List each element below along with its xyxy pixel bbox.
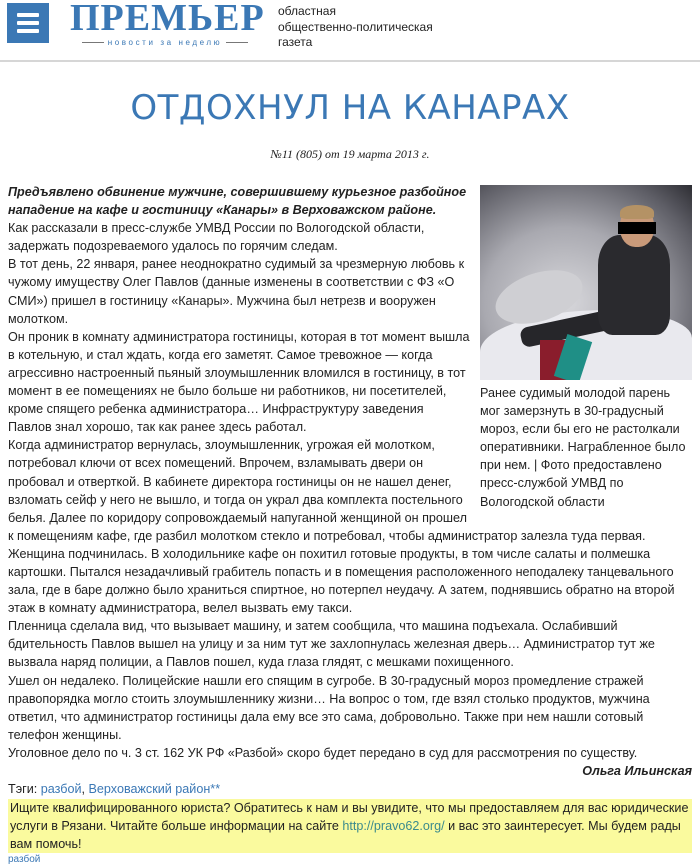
article-author: Ольга Ильинская — [582, 764, 692, 778]
article-paragraph: Он проник в комнату администратора гостиницы, которая в тот момент вышла в котельную, и стал ждать, когда его заметят. Самое тревожное — когда агрессивно настроенный пьяный злоумышленник вломился в гостиницу, в тот момент в ее помещениях не было больше ни работников, ни посетителей, кроме спящего ребенка администратора… Инфраструктуру заведения Павлов знал хорошо, так как ранее здесь работал. — [8, 329, 470, 435]
hamburger-menu-icon — [17, 21, 39, 25]
logo-name: ПРЕМЬЕР — [70, 0, 265, 39]
tag-separator: , — [81, 782, 89, 797]
tagline-line: газета — [278, 35, 313, 49]
promo-link[interactable]: http://pravo62.org/ — [342, 819, 445, 834]
tags-row — [8, 780, 692, 798]
article-figure — [480, 185, 692, 511]
article-paragraph: В тот день, 22 января, ранее неоднократно судимый за чрезмерную любовь к чужому имуществу Олег Павлов (данные изменены в соответствии с ФЗ «О СМИ») пришел в гостиницу «Канары». Мужчина был нетрезв и вооружен молотком. — [8, 257, 465, 326]
hamburger-menu-icon — [17, 13, 39, 17]
article-paragraph: Как рассказали в пресс-службе УМВД России по Вологодской области, задержать подозреваемого удалось по горячим следам. — [8, 221, 425, 254]
article-photo[interactable] — [480, 185, 692, 380]
photo-hair — [620, 205, 654, 219]
bottom-tag-link[interactable]: разбой — [8, 854, 41, 866]
tagline-line: областная — [278, 4, 336, 18]
site-tagline — [278, 4, 433, 51]
logo-tagline: новости за неделю — [70, 38, 260, 47]
article-paragraph: Ушел он недалеко. Полицейские нашли его спящим в сугробе. В 30-градусный мороз промедление стражей правопорядка могло стоить злоумышленнику жизни… На вопрос о том, где взял столько продуктов, мужчина ответил, что администратор гостиницы дала ему все это сама, добровольно. Также при нем нашли сотовый телефон женщины. — [8, 673, 650, 742]
photo-person — [598, 235, 670, 335]
hamburger-menu-icon — [17, 29, 39, 33]
promo-block — [8, 799, 692, 853]
tags-label: Тэги: — [8, 782, 38, 797]
tag-link[interactable]: Верховажский район** — [88, 782, 221, 797]
article-body — [8, 183, 692, 866]
menu-button[interactable] — [7, 3, 49, 43]
article-paragraph: Уголовное дело по ч. 3 ст. 162 УК РФ «Разбой» скоро будет передано в суд для рассмотрения по существу. — [8, 745, 638, 760]
site-logo[interactable] — [70, 0, 265, 52]
issue-info: №11 (805) от 19 марта 2013 г. — [270, 147, 430, 161]
article-paragraph: Пленница сделала вид, что вызывает машину, и затем сообщила, что машина подъехала. Ослабивший бдительность Павлов вышел на улицу и за ним тут же захлопнулась железная дверь… Администратор тут же вызвала наряд полиции, а Павлов пошел, куда глаза глядят, с мешками похищенного. — [8, 619, 655, 670]
promo-text: Ищите квалифицированного юриста? Обратитесь к нам и вы увидите, что мы предоставляем для вас юридические услуги в Рязани. Читайте больше информации на сайте — [10, 801, 689, 834]
tag-link[interactable]: разбой — [40, 782, 82, 797]
article-title: ОТДОХНУЛ НА КАНАРАХ — [130, 88, 570, 128]
photo-censor-bar — [618, 222, 656, 234]
article-lead: Предъявлено обвинение мужчине, совершившему курьезное разбойное нападение на кафе и гостиницу «Канары» в Верховажском районе. — [8, 185, 467, 218]
site-header — [0, 0, 700, 62]
tagline-line: общественно-политическая — [278, 19, 433, 34]
promo-text: и вас это заинтересует. Мы будем рады вам помочь! — [10, 819, 681, 852]
photo-caption: Ранее судимый молодой парень мог замерзнуть в 30-градусный мороз, если бы его не растолкали оперативники. Награбленное было при нем. | Фото предоставлено пресс-службой УМВД по Вологодской области — [480, 386, 686, 509]
article-paragraph: Когда администратор вернулась, злоумышленник, угрожая ей молотком, потребовал ключи от всех помещений. Впрочем, взламывать двери он пробовал и отверткой. В кабинете директора гостиницы он не нашел денег, взломать сейф у него не вышло, и тогда он украл два комплекта постельного белья. Далее по коридору сопровождаемый напуганной женщиной он прошел к помещениям кафе, где разбил молотком стекло и потребовал, чтобы администратор залезла туда первая. Женщина подчинилась. В холодильнике кафе он похитил готовые продукты, в том числе салаты и полмешка картошки. Пытался незадачливый грабитель попасть и в помещения расположенного неподалеку танцевального зала, где в баре должно было храниться спиртное, но потерпел неудачу. А затем, поднявшись обратно на второй этаж в комнату администратора, велел вызвать ему такси. — [8, 438, 675, 616]
